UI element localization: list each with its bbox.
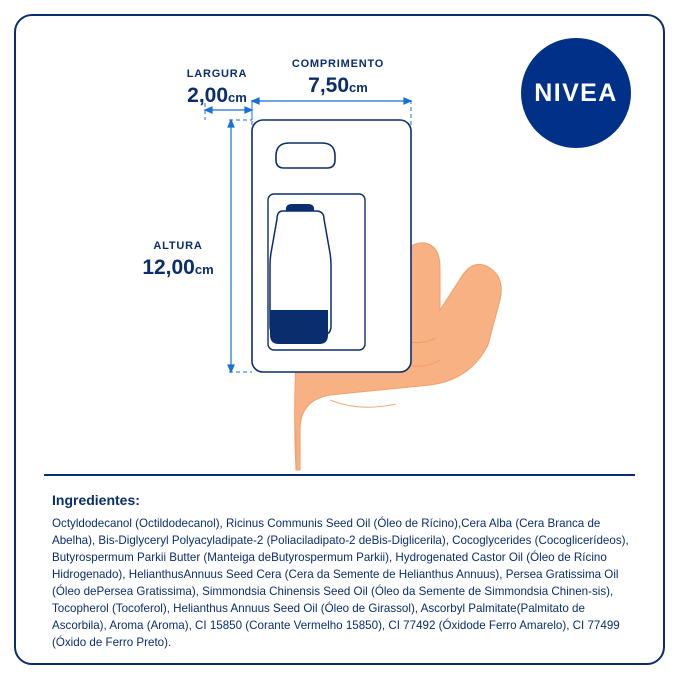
largura-name: LARGURA: [186, 68, 248, 80]
nivea-logo-text: NIVEA: [534, 78, 618, 107]
altura-label: [118, 240, 238, 280]
largura-unit: cm: [228, 89, 247, 105]
altura-value-wrap: [118, 256, 238, 280]
comprimento-name: COMPRIMENTO: [291, 58, 385, 70]
altura-value: 12,00: [142, 255, 195, 279]
ingredients-text: Octyldodecanol (Octildodecanol), Ricinus Communis Seed Oil (Óleo de Rícino),Cera Alba (Cera Branca de Abelha), Bis-Diglyceryl Polyacyladipate-2 (Poliaciladipato-2 deBis-Diglicerila), Cocoglycerides (Cocoglicerídeos), Butyrospermum Parkii Butter (Manteiga deButyrospermum Parkii), Hydrogenated Castor Oil (Óleo de Rícino Hidrogenado), HelianthusAnnuus Seed Cera (Cera da Semente de Helianthus Annuus), Persea Gratissima Oil (Óleo dePersea Gratissima), Simmondsia Chinensis Seed Oil (Óleo da Semente de Simmondsia Chinen-sis), Tocopherol (Tocoferol), Helianthus Annuus Seed Oil (Óleo de Girassol), Ascorbyl Palmitate(Palmitato de Ascorbila), Aroma (Aroma), CI 15850 (Corante Vermelho 15850), CI 77492 (Óxidode Ferro Amarelo), CI 77499 (Óxido de Ferro Preto).: [52, 517, 629, 650]
largura-arrow: [205, 107, 252, 113]
altura-name: ALTURA: [153, 240, 203, 252]
largura-label: [157, 68, 277, 108]
comprimento-label: [258, 58, 418, 98]
ingredients-title: Ingredientes:: [52, 492, 140, 508]
comprimento-unit: cm: [349, 79, 368, 95]
comprimento-value-wrap: [258, 74, 418, 98]
comprimento-value: 7,50: [308, 73, 350, 97]
nivea-logo: [521, 38, 631, 148]
blister-package: [252, 120, 411, 372]
largura-value: 2,00: [187, 83, 229, 107]
altura-unit: cm: [194, 261, 214, 277]
ingredients-divider: [44, 474, 635, 476]
largura-value-wrap: [157, 84, 277, 108]
